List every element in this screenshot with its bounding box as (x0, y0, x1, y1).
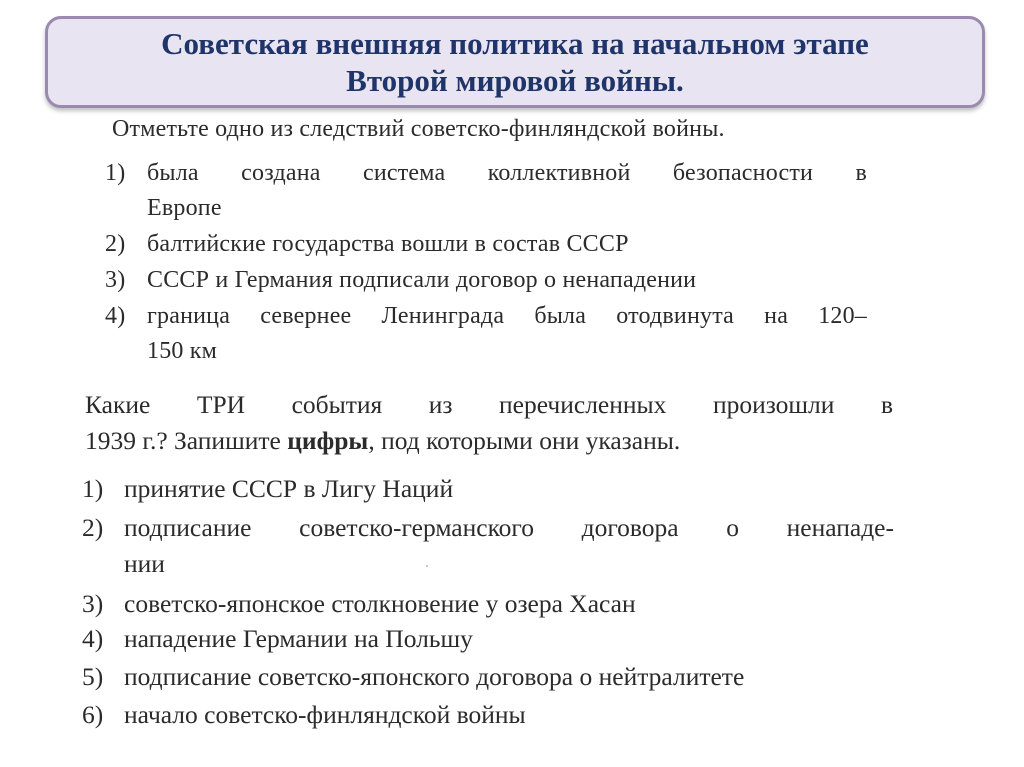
question-1-option-1-text-cont: Европе (147, 195, 222, 221)
question-1-option-2-number: 2) (105, 231, 126, 257)
question-2-text-line-1: Какие ТРИ события из перечисленных произошли в (85, 390, 893, 419)
scan-speck (426, 565, 428, 567)
question-2-option-6-number: 6) (82, 700, 104, 729)
question-2-text-after: , под которыми они указаны. (368, 426, 681, 455)
question-1-text: Отметьте одно из следствий советско-финляндской войны. (112, 116, 725, 142)
question-1-option-4-number: 4) (105, 303, 126, 329)
question-2-option-5-number: 5) (82, 662, 104, 691)
question-2-option-3-number: 3) (82, 589, 104, 618)
slide-title-line-2: Второй мировой войны. (346, 63, 684, 98)
question-2-option-5-text: подписание советско-японского договора о нейтралитете (124, 662, 745, 691)
question-2-text-bold: цифры (287, 426, 369, 455)
question-1-option-1-number: 1) (105, 160, 126, 186)
question-2-option-2-number: 2) (82, 513, 104, 542)
question-1-option-3-text: СССР и Германия подписали договор о ненападении (147, 267, 697, 293)
question-2-option-4-text: нападение Германии на Польшу (124, 624, 473, 653)
question-2-option-3-text: советско-японское столкновение у озера Хасан (124, 589, 636, 618)
question-1-option-4-text: граница севернее Ленинграда была отодвинута на 120– (147, 303, 867, 329)
question-2-text-line-2 (85, 426, 680, 456)
slide-title-line-1: Советская внешняя политика на начальном этапе (161, 26, 869, 61)
question-2-option-2-text: подписание советско-германского договора о ненападе- (124, 513, 894, 542)
slide-title-box (45, 16, 985, 108)
question-2-option-1-number: 1) (82, 474, 104, 503)
question-2-option-1-text: принятие СССР в Лигу Наций (124, 474, 454, 503)
question-2-text-before: 1939 г.? Запишите (85, 426, 288, 455)
question-1-option-1-text: была создана система коллективной безопасности в (147, 160, 867, 186)
question-2-option-4-number: 4) (82, 624, 104, 653)
question-2-option-6-text: начало советско-финляндской войны (124, 700, 526, 729)
question-1-option-2-text: балтийские государства вошли в состав СССР (147, 231, 629, 257)
question-1-option-3-number: 3) (105, 267, 126, 293)
question-2-option-2-text-cont: нии (124, 549, 165, 578)
question-1-option-4-text-cont: 150 км (147, 338, 218, 364)
